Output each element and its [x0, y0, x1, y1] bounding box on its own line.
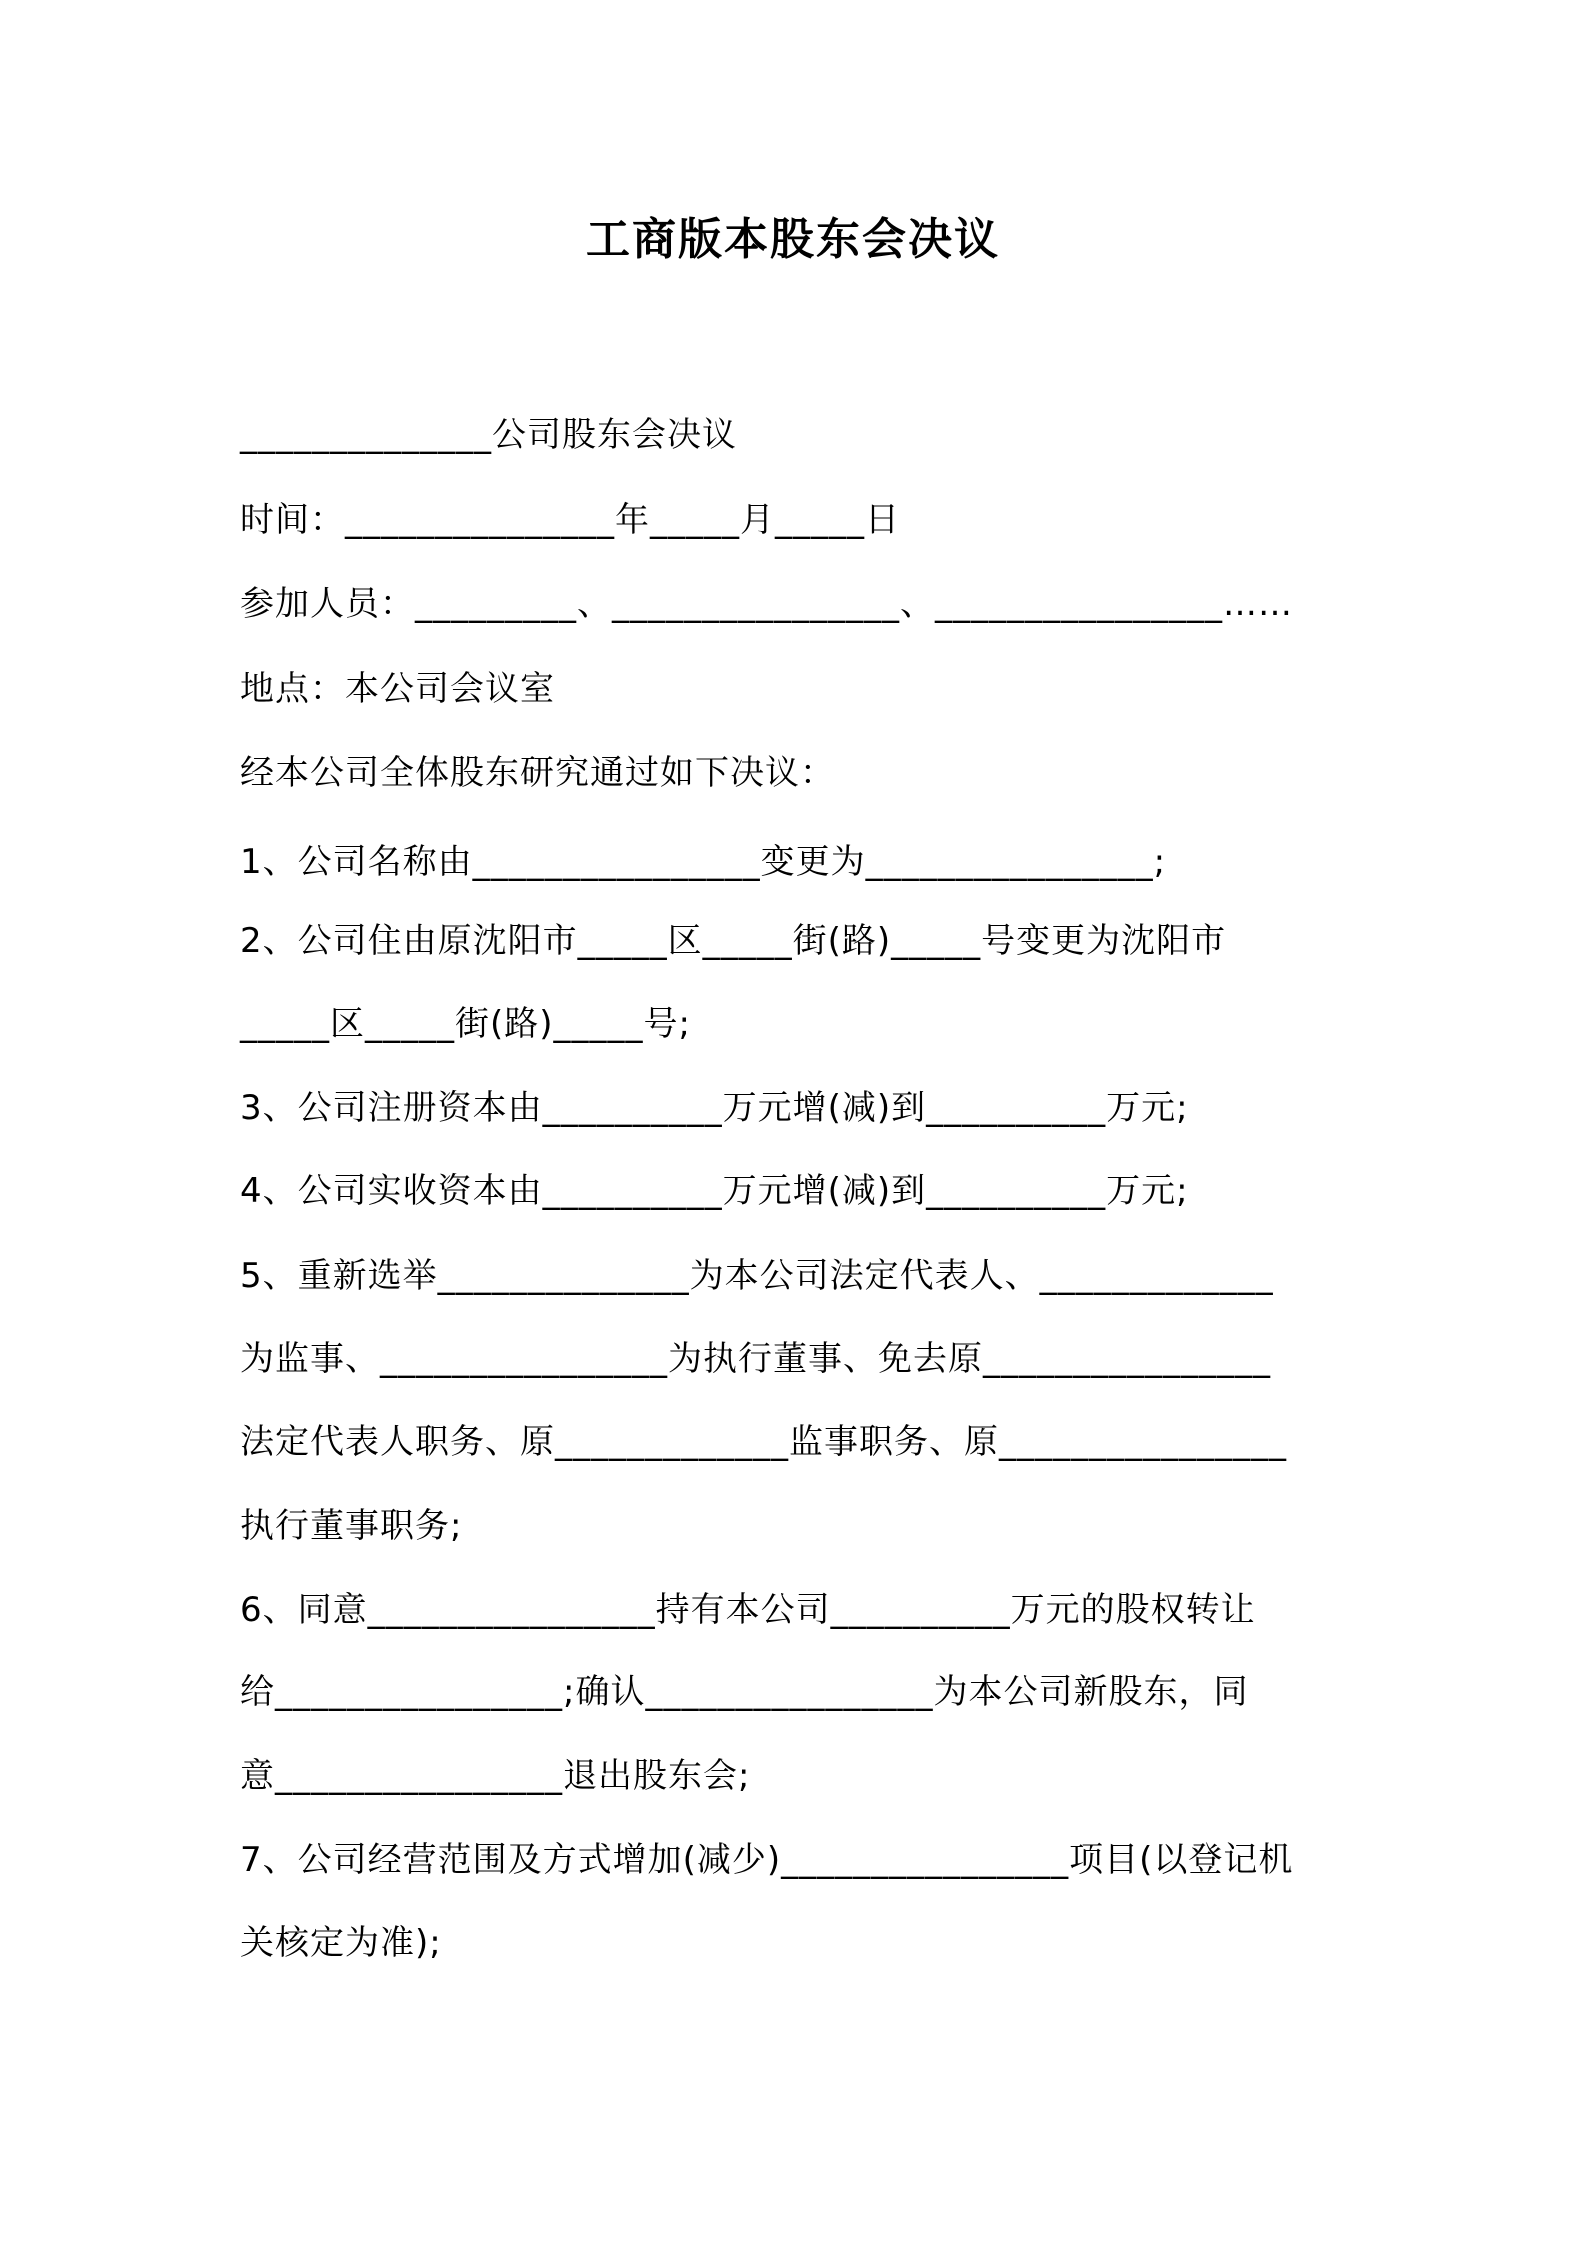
- resolution-intro-line: 经本公司全体股东研究通过如下决议：: [240, 753, 835, 793]
- resolution-item-5: 5、重新选举______________为本公司法定代表人、_____________: [240, 1256, 1274, 1296]
- resolution-item-3: 3、公司注册资本由__________万元增(减)到__________万元;: [240, 1088, 1189, 1128]
- resolution-item-6-continued-1: 给________________;确认________________为本公司新股东，同: [240, 1672, 1249, 1712]
- resolution-item-5-continued-3: 执行董事职务;: [240, 1506, 463, 1546]
- resolution-item-4: 4、公司实收资本由__________万元增(减)到__________万元;: [240, 1171, 1189, 1211]
- resolution-item-5-continued-1: 为监事、________________为执行董事、免去原________________: [240, 1339, 1271, 1379]
- meeting-time-line: 时间：_______________年_____月_____日: [240, 500, 900, 540]
- meeting-location-line: 地点：本公司会议室: [240, 669, 555, 709]
- resolution-item-2-continued: _____区_____街(路)_____号;: [240, 1004, 691, 1044]
- resolution-item-1: 1、公司名称由________________变更为________________;: [240, 842, 1167, 882]
- resolution-item-6: 6、同意________________持有本公司__________万元的股权转让: [240, 1590, 1256, 1630]
- resolution-item-2: 2、公司住由原沈阳市_____区_____街(路)_____号变更为沈阳市: [240, 921, 1227, 961]
- document-title: 工商版本股东会决议: [586, 214, 1000, 265]
- attendees-line: 参加人员：_________、________________、________________……: [240, 584, 1293, 624]
- resolution-item-6-continued-2: 意________________退出股东会;: [240, 1756, 751, 1796]
- resolution-item-7: 7、公司经营范围及方式增加(减少)________________项目(以登记机: [240, 1840, 1294, 1880]
- resolution-item-7-continued: 关核定为准);: [240, 1923, 442, 1963]
- company-resolution-heading: ______________公司股东会决议: [240, 415, 737, 455]
- resolution-item-5-continued-2: 法定代表人职务、原_____________监事职务、原________________: [240, 1422, 1287, 1462]
